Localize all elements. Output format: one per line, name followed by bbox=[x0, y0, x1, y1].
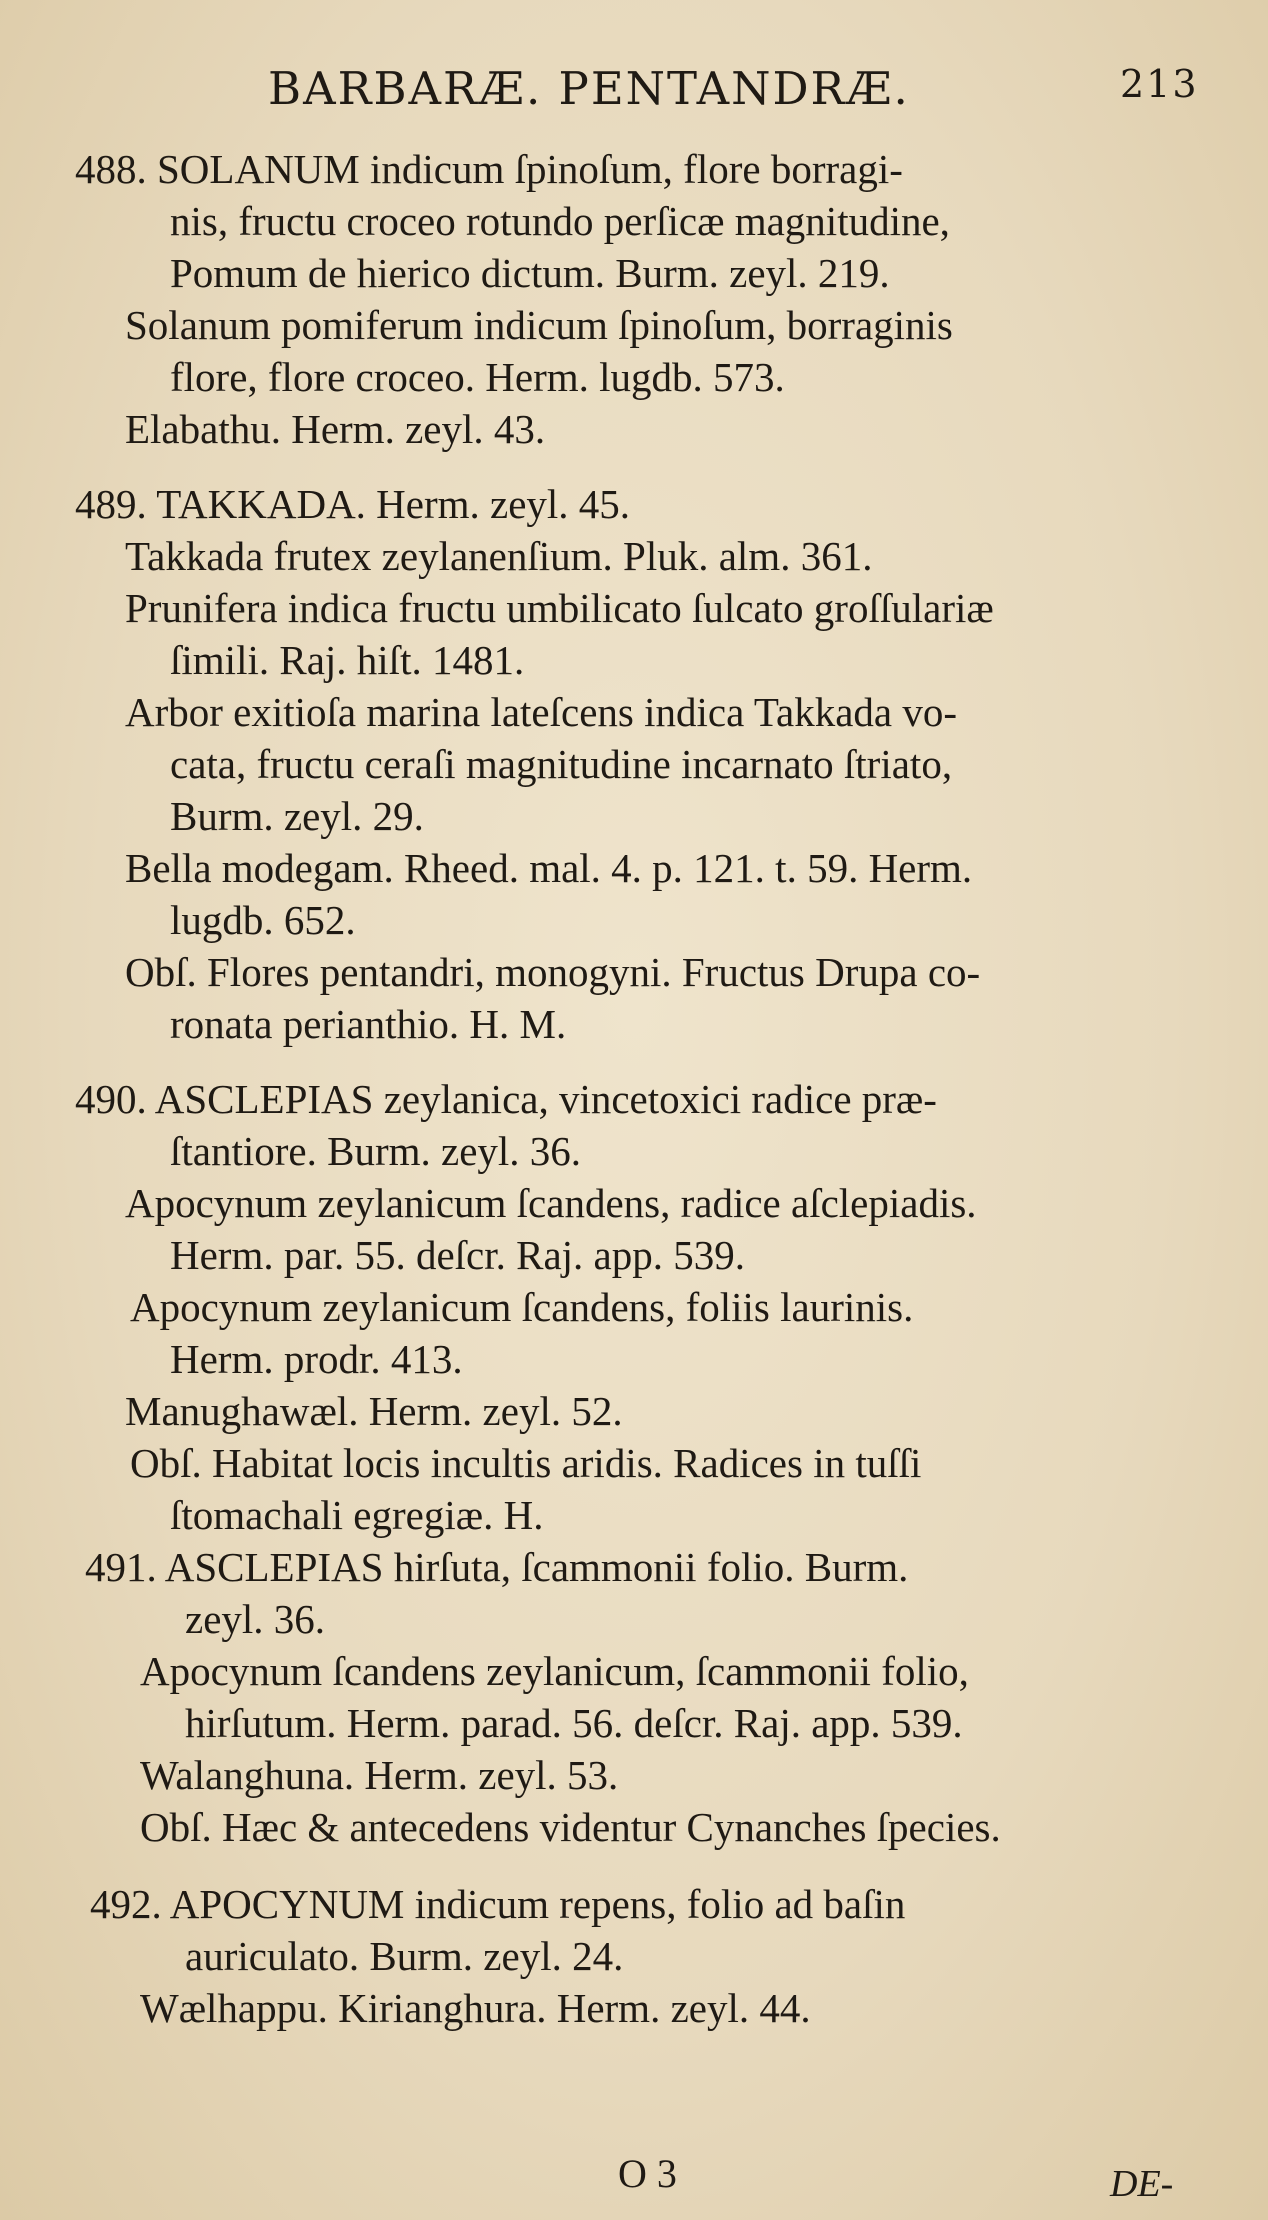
text-line: flore, flore croceo. Herm. lugdb. 573. bbox=[170, 354, 785, 400]
text-line: zeyl. 36. bbox=[185, 1596, 326, 1642]
text-line: Manughawæl. Herm. zeyl. 52. bbox=[125, 1388, 623, 1434]
text-line: Apocynum zeylanicum ſcandens, radice aſclepiadis. bbox=[125, 1180, 977, 1226]
text-line: Bella modegam. Rheed. mal. 4. p. 121. t. 59. Herm. bbox=[125, 845, 973, 891]
text-line: nis, fructu croceo rotundo perſicæ magnitudine, bbox=[170, 198, 950, 244]
signature-mark: O 3 bbox=[618, 2151, 677, 2196]
header-title: BARBARÆ. PENTANDRÆ. bbox=[268, 62, 910, 115]
text-line: Arbor exitioſa marina lateſcens indica Takkada vo- bbox=[125, 689, 957, 735]
text-line: 491. ASCLEPIAS hirſuta, ſcammonii folio. Burm. bbox=[85, 1544, 909, 1590]
text-line: Obſ. Hæc & antecedens videntur Cynanches ſpecies. bbox=[140, 1804, 1001, 1850]
text-line: auriculato. Burm. zeyl. 24. bbox=[185, 1933, 624, 1979]
text-line: Takkada frutex zeylanenſium. Pluk. alm. 361. bbox=[125, 533, 873, 579]
text-line: Elabathu. Herm. zeyl. 43. bbox=[125, 406, 546, 452]
catchword: DE- bbox=[1110, 2163, 1174, 2205]
text-line: Wælhappu. Kirianghura. Herm. zeyl. 44. bbox=[140, 1985, 811, 2031]
text-line: cata, fructu ceraſi magnitudine incarnato ſtriato, bbox=[170, 741, 953, 787]
text-line: Pomum de hierico dictum. Burm. zeyl. 219. bbox=[170, 250, 890, 296]
text-line: ſtomachali egregiæ. H. bbox=[170, 1492, 544, 1538]
text-line: ſtantiore. Burm. zeyl. 36. bbox=[170, 1128, 582, 1174]
text-line: Herm. prodr. 413. bbox=[170, 1336, 463, 1382]
text-line: 488. SOLANUM indicum ſpinoſum, flore borragi- bbox=[75, 146, 903, 192]
text-line: lugdb. 652. bbox=[170, 897, 356, 943]
text-line: Obſ. Flores pentandri, monogyni. Fructus Drupa co- bbox=[125, 949, 981, 995]
text-line: Obſ. Habitat locis incultis aridis. Radices in tuſſi bbox=[130, 1440, 922, 1486]
text-line: Herm. par. 55. deſcr. Raj. app. 539. bbox=[170, 1232, 746, 1278]
text-line: Solanum pomiferum indicum ſpinoſum, borraginis bbox=[125, 302, 953, 348]
running-header bbox=[0, 62, 1268, 122]
text-line: ſimili. Raj. hiſt. 1481. bbox=[170, 637, 525, 683]
text-line: Apocynum ſcandens zeylanicum, ſcammonii folio, bbox=[140, 1648, 969, 1694]
text-line: Burm. zeyl. 29. bbox=[170, 793, 424, 839]
page-number: 213 bbox=[1120, 62, 1199, 106]
text-line: hirſutum. Herm. parad. 56. deſcr. Raj. app. 539. bbox=[185, 1700, 963, 1746]
text-line: Walanghuna. Herm. zeyl. 53. bbox=[140, 1752, 619, 1798]
text-line: ronata perianthio. H. M. bbox=[170, 1001, 567, 1047]
text-line: 492. APOCYNUM indicum repens, folio ad baſin bbox=[90, 1881, 906, 1927]
text-line: Prunifera indica fructu umbilicato ſulcato groſſulariæ bbox=[125, 585, 994, 631]
text-line: 489. TAKKADA. Herm. zeyl. 45. bbox=[75, 481, 631, 527]
text-line: 490. ASCLEPIAS zeylanica, vincetoxici radice præ- bbox=[75, 1076, 937, 1122]
text-line: Apocynum zeylanicum ſcandens, foliis laurinis. bbox=[130, 1284, 914, 1330]
